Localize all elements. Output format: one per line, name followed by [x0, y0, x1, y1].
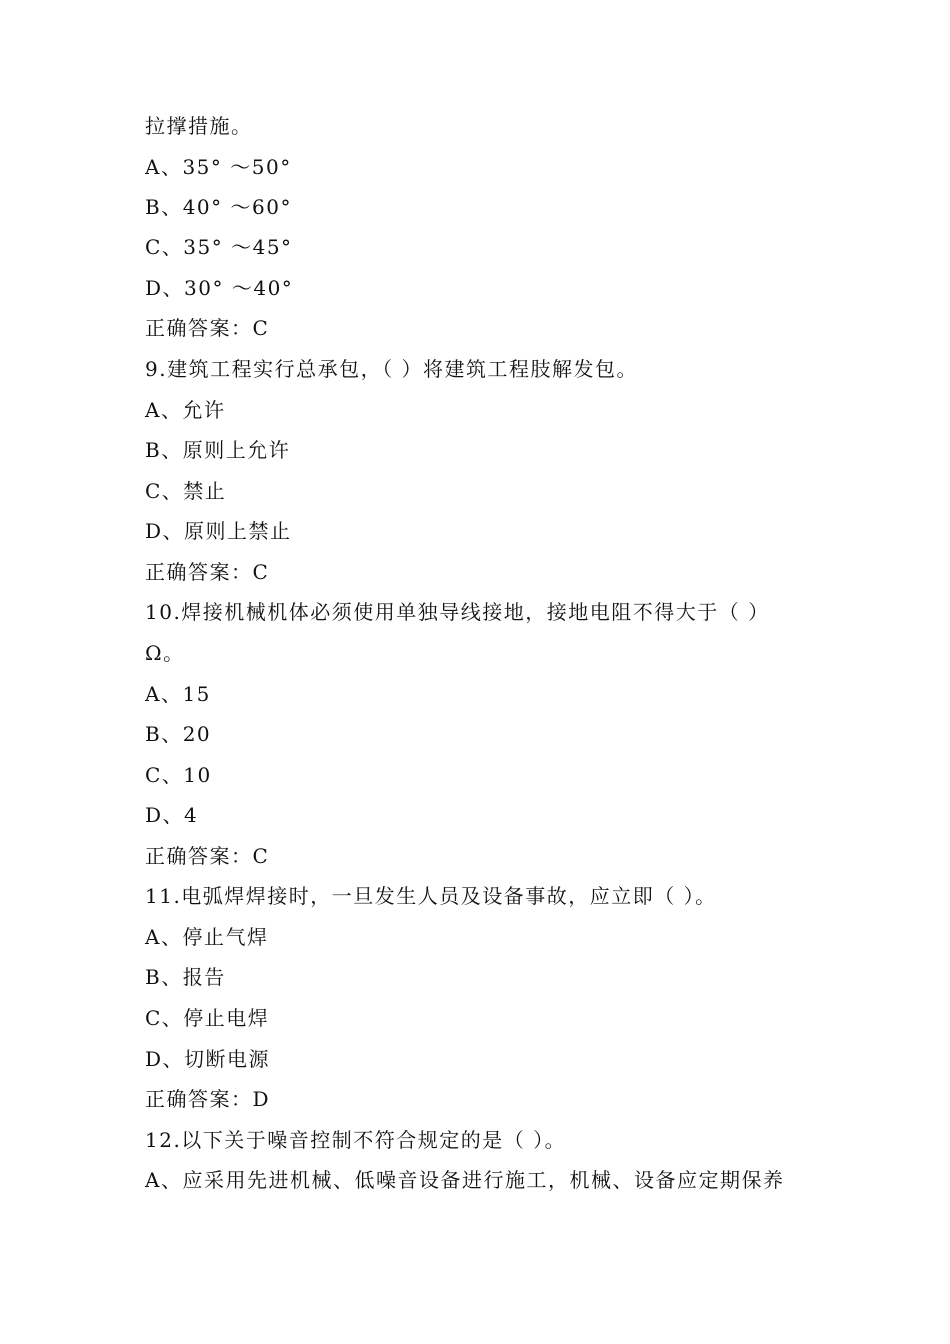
correct-answer: 正确答案：D — [145, 1087, 271, 1111]
option-c: C、停止电焊 — [145, 1006, 270, 1030]
option-b: B、20 — [145, 722, 212, 746]
question-12: 12.以下关于噪音控制不符合规定的是（ ）。 — [145, 1128, 567, 1152]
question-10-continuation: Ω。 — [145, 641, 185, 665]
question-11: 11.电弧焊焊接时，一旦发生人员及设备事故，应立即（ ）。 — [145, 884, 717, 908]
option-d: D、4 — [145, 803, 199, 827]
option-b: B、原则上允许 — [145, 438, 291, 462]
option-a: A、允许 — [145, 398, 226, 422]
question-9: 9.建筑工程实行总承包，（ ）将建筑工程肢解发包。 — [145, 357, 638, 381]
question-text-continuation: 拉撑措施。 — [145, 114, 253, 138]
correct-answer: 正确答案：C — [145, 316, 270, 340]
option-b: B、报告 — [145, 965, 226, 989]
question-10: 10.焊接机械机体必须使用单独导线接地，接地电阻不得大于（ ） — [145, 600, 770, 624]
option-a: A、15 — [145, 682, 211, 706]
correct-answer: 正确答案：C — [145, 844, 270, 868]
option-d: D、切断电源 — [145, 1047, 271, 1071]
option-a: A、停止气焊 — [145, 925, 269, 949]
option-d: D、原则上禁止 — [145, 519, 292, 543]
option-c: C、10 — [145, 763, 212, 787]
option-a: A、应采用先进机械、低噪音设备进行施工，机械、设备应定期保养 — [145, 1168, 785, 1192]
option-c: C、禁止 — [145, 479, 227, 503]
option-a: A、35° ～50° — [145, 155, 292, 179]
option-b: B、40° ～60° — [145, 195, 292, 219]
correct-answer: 正确答案：C — [145, 560, 270, 584]
option-d: D、30° ～40° — [145, 276, 294, 300]
option-c: C、35° ～45° — [145, 235, 293, 259]
